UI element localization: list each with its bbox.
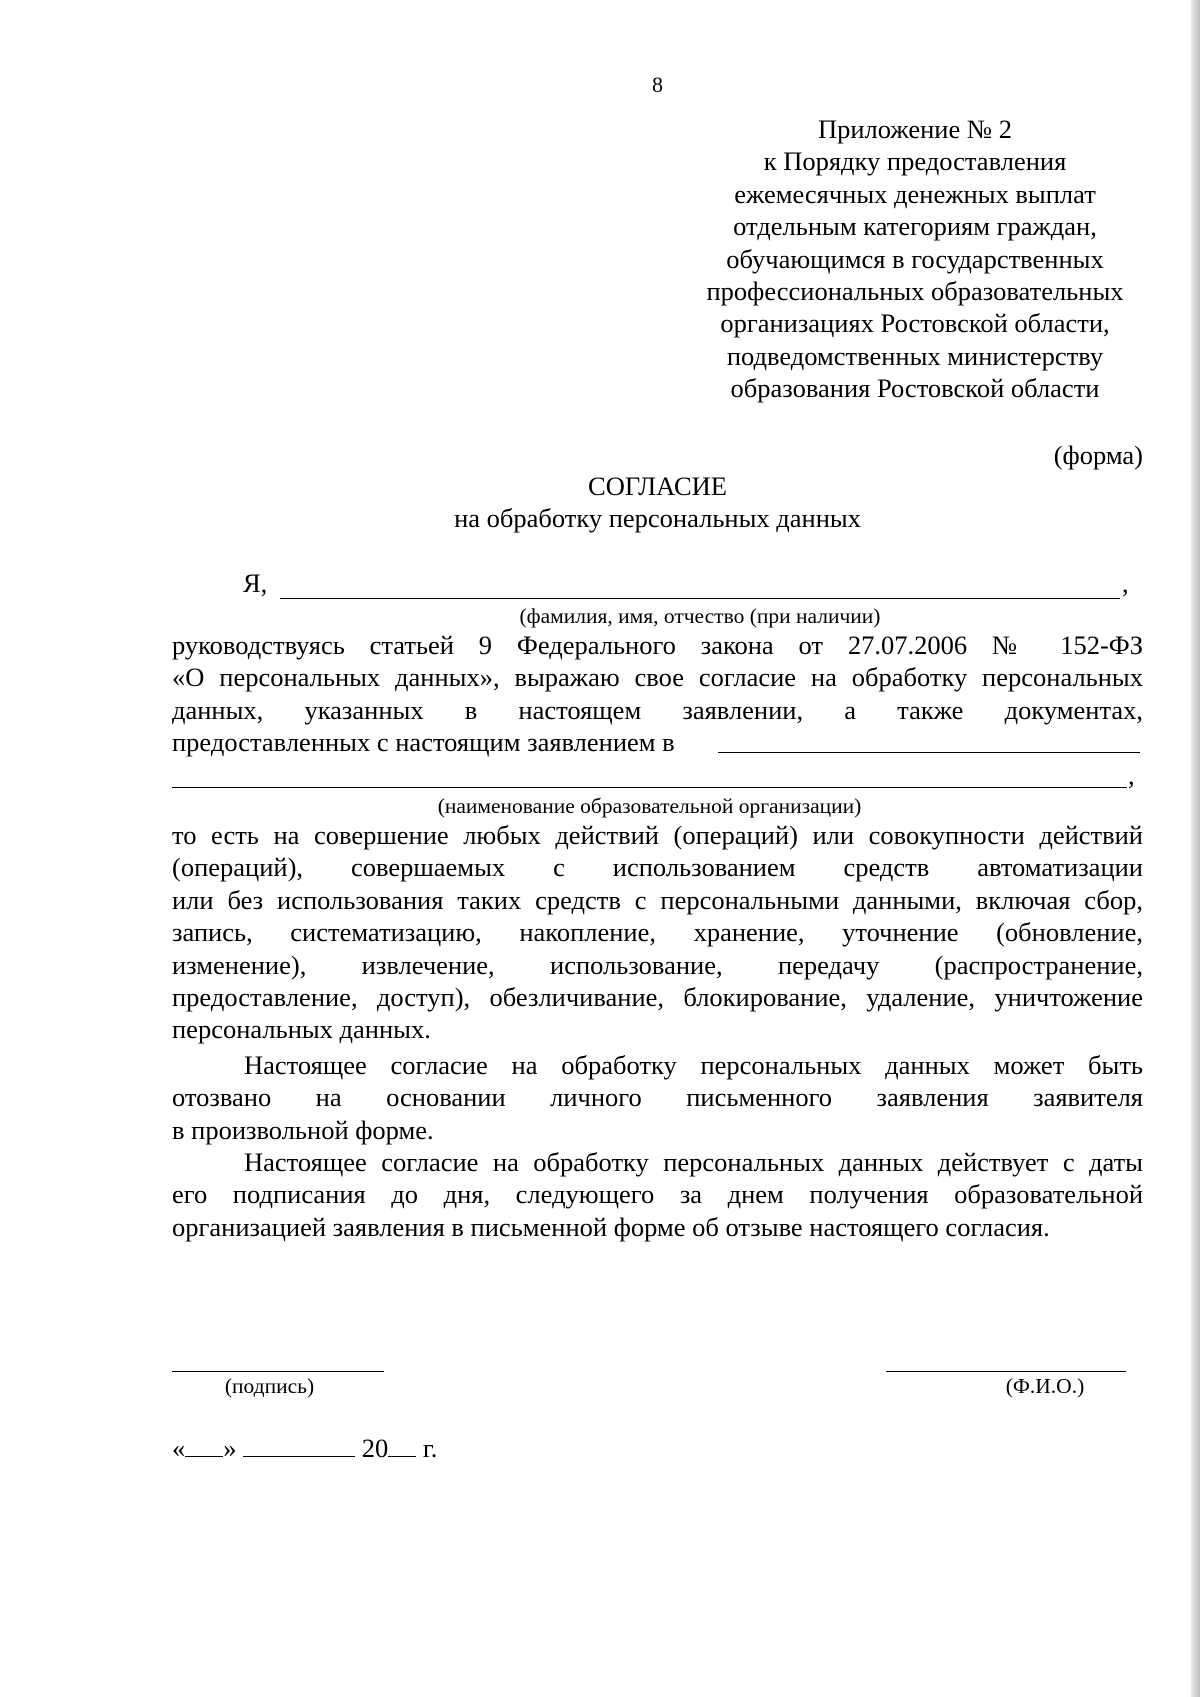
text-line: (операций), совершаемых с использованием средств автоматизации <box>172 852 1143 883</box>
text-line: Настоящее согласие на обработку персональных данных может быть <box>244 1050 1143 1080</box>
fio-signature-input-line[interactable] <box>886 1371 1126 1372</box>
page-edge-shadow <box>1191 0 1200 1697</box>
org-line-comma: , <box>1128 760 1135 790</box>
paragraph-processing-actions <box>172 819 1143 1046</box>
appendix-header <box>680 113 1150 405</box>
text-line: в произвольной форме. <box>172 1114 434 1145</box>
appendix-line: ежемесячных денежных выплат <box>734 178 1096 209</box>
text-line: запись, систематизацию, накопление, хранение, уточнение (обновление, <box>172 917 1143 948</box>
text-line: изменение), извлечение, использование, передачу (распространение, <box>172 949 1143 980</box>
signature-caption: (подпись) <box>224 1374 315 1398</box>
text-line: «О персональных данных», выражаю свое согласие на обработку персональных <box>172 662 1143 693</box>
paragraph-legal-basis <box>172 629 1143 759</box>
text-line: данных, указанных в настоящем заявлении, а также документах, <box>172 694 1143 725</box>
signature-input-line[interactable] <box>172 1371 384 1372</box>
appendix-line: Приложение № 2 <box>817 114 1012 144</box>
appendix-line: подведомственных министерству <box>726 340 1104 371</box>
document-subtitle: на обработку персональных данных <box>454 503 861 533</box>
text-line: то есть на совершение любых действий (операций) или совокупности действий <box>172 820 1143 850</box>
year-suffix: г. <box>422 1433 438 1463</box>
document-title: СОГЛАСИЕ <box>588 471 727 501</box>
text-line: Настоящее согласие на обработку персональных данных действует с даты <box>244 1147 1143 1177</box>
appendix-line: профессиональных образовательных <box>706 276 1124 307</box>
org-caption: (наименование образовательной организации) <box>437 794 862 818</box>
appendix-line: организациях Ростовской области, <box>720 308 1110 339</box>
fio-signature-caption: (Ф.И.О.) <box>1005 1374 1085 1398</box>
year-prefix: 20 <box>361 1433 389 1463</box>
appendix-line: обучающимся в государственных <box>726 243 1104 274</box>
text-line: руководствуясь статьей 9 Федерального закона от 27.07.2006 № 152-ФЗ <box>172 630 1143 660</box>
paragraph-revocation <box>172 1049 1143 1146</box>
day-input[interactable] <box>185 1434 223 1457</box>
page-number: 8 <box>652 72 663 97</box>
date-line <box>172 1433 437 1464</box>
text-line: персональных данных. <box>172 1014 431 1045</box>
appendix-line: отдельным категориям граждан, <box>733 211 1097 242</box>
org-input-line-1[interactable] <box>718 752 1140 753</box>
date-close-quote: » <box>223 1433 237 1463</box>
date-open-quote: « <box>172 1433 186 1463</box>
fio-line-comma: , <box>1122 568 1129 598</box>
text-line: организацией заявления в письменной форме об отзыве настоящего согласия. <box>172 1211 1050 1242</box>
fio-input-line[interactable] <box>280 598 1120 599</box>
month-input[interactable] <box>243 1434 355 1457</box>
text-line: отозвано на основании личного письменного заявления заявителя <box>172 1082 1143 1113</box>
appendix-line: к Порядку предоставления <box>763 146 1067 177</box>
text-line: предоставление, доступ), обезличивание, блокирование, удаление, уничтожение <box>172 982 1143 1013</box>
text-line: предоставленных с настоящим заявлением в <box>172 727 675 758</box>
fio-caption: (фамилия, имя, отчество (при наличии) <box>519 604 881 628</box>
intro-prefix: Я, <box>243 568 268 598</box>
text-line: его подписания до дня, следующего за днем получения образовательной <box>172 1179 1143 1210</box>
form-label: (форма) <box>1053 440 1143 470</box>
org-input-line-2[interactable] <box>172 787 1127 788</box>
year-input[interactable] <box>388 1434 416 1457</box>
text-line: или без использования таких средств с персональными данными, включая сбор, <box>172 884 1143 915</box>
paragraph-validity <box>172 1146 1143 1243</box>
appendix-line: образования Ростовской области <box>730 373 1100 404</box>
